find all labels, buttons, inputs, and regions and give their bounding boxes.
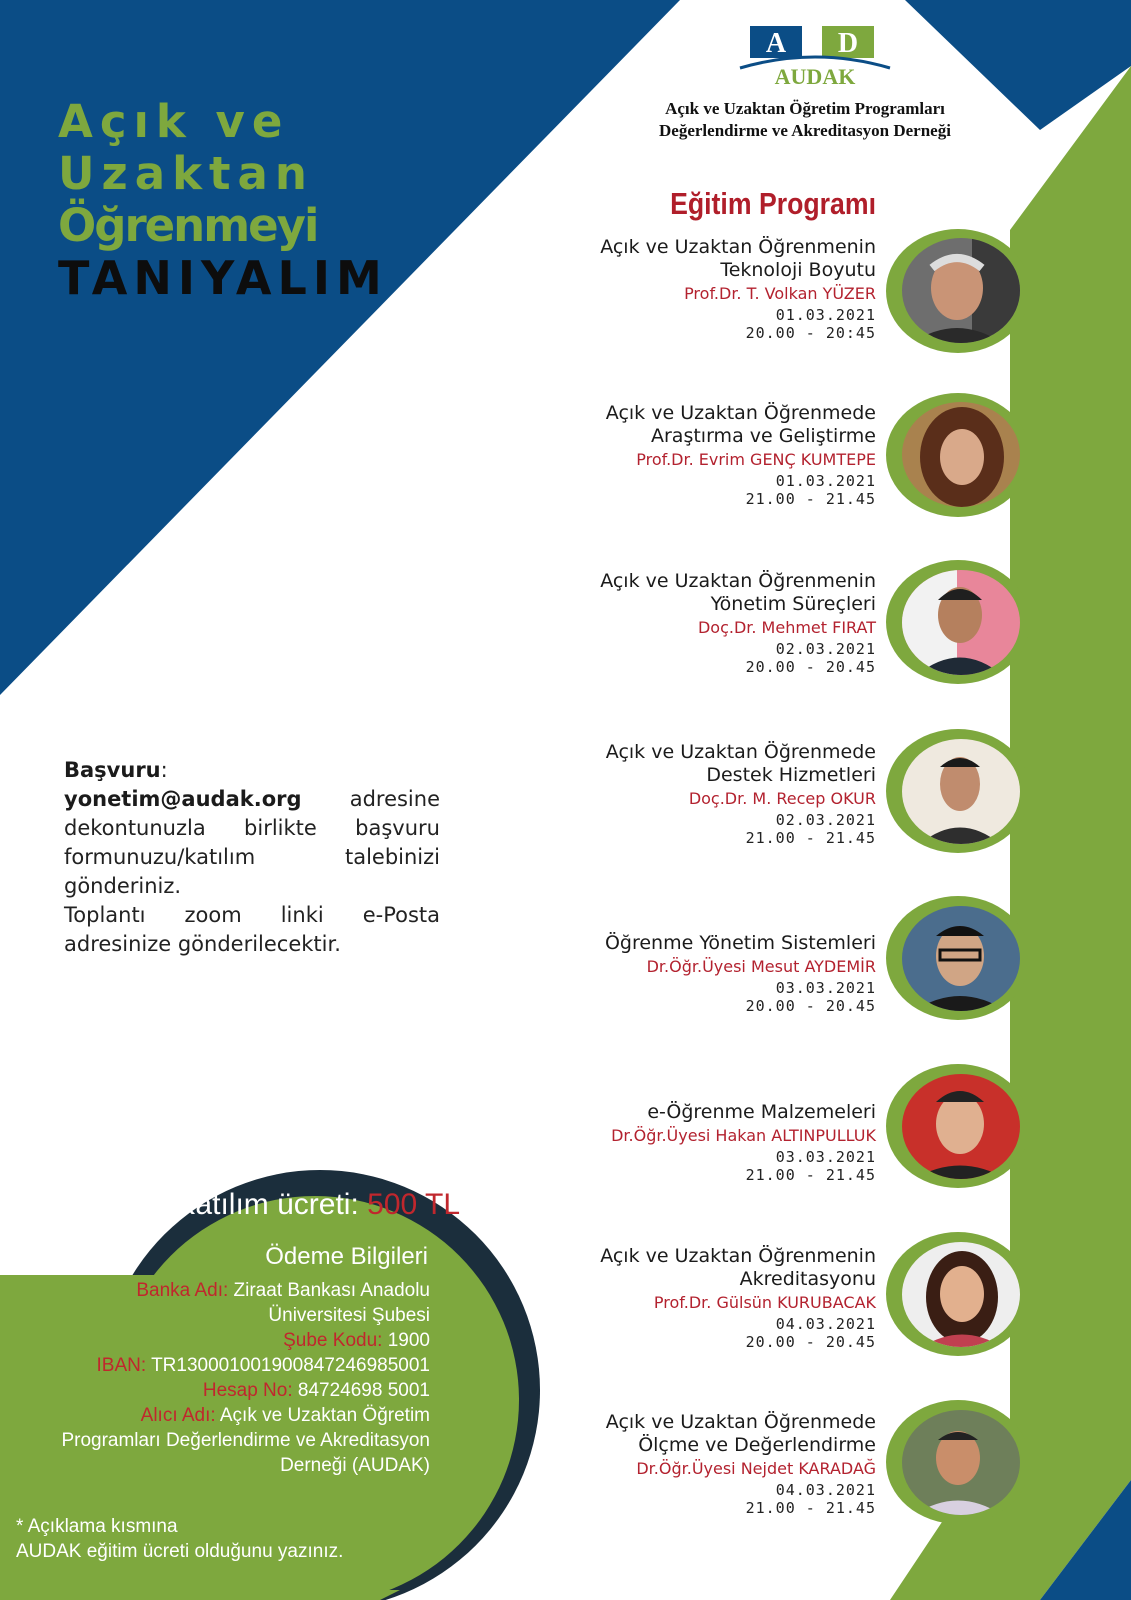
session-title-2: Ölçme ve Değerlendirme — [638, 1434, 876, 1456]
session-time: 20.00 - 20:45 — [745, 324, 876, 342]
receiver-value: Açık ve Uzaktan Öğretim Programları Değerlendirme ve Akreditasyon Derneği (AUDAK) — [61, 1405, 430, 1476]
hero-title — [58, 95, 388, 305]
session-2 — [500, 402, 876, 508]
session-time: 20.00 - 20.45 — [745, 658, 876, 676]
logo-name: AUDAK — [774, 64, 856, 89]
apply-label: Başvuru — [64, 758, 161, 782]
hero-line-4: TANIYALIM — [58, 251, 388, 305]
session-5 — [500, 932, 876, 1015]
program-title: Eğitim Programı — [670, 186, 876, 221]
session-date: 02.03.2021 — [775, 640, 876, 658]
session-title-2: Yönetim Süreçleri — [710, 593, 876, 615]
session-title-1: Açık ve Uzaktan Öğrenmenin — [600, 1245, 876, 1267]
session-6 — [500, 1101, 876, 1184]
bank-value: Ziraat Bankası Anadolu Üniversitesi Şubesi — [233, 1280, 430, 1326]
session-time: 20.00 - 20.45 — [745, 1333, 876, 1351]
session-4 — [500, 741, 876, 847]
session-speaker: Prof.Dr. Evrim GENÇ KUMTEPE — [636, 450, 876, 469]
note-line-1: * Açıklama kısmına — [16, 1516, 178, 1537]
session-time: 21.00 - 21.45 — [745, 490, 876, 508]
iban-value: TR130001001900847246985001 — [151, 1355, 430, 1376]
session-date: 04.03.2021 — [775, 1481, 876, 1499]
session-title-1: Öğrenme Yönetim Sistemleri — [604, 932, 876, 954]
logo-letter-d: D — [837, 28, 859, 59]
apply-text-1: adresine dekontunuzla birlikte başvuru formunuzu/katılım talebinizi gönderiniz. — [64, 787, 440, 898]
session-speaker: Doç.Dr. Mehmet FIRAT — [697, 618, 876, 637]
branch-key: Şube Kodu: — [283, 1330, 388, 1351]
speaker-photo — [902, 739, 1020, 844]
logo-letter-a: A — [765, 28, 787, 59]
session-time: 21.00 - 21.45 — [745, 829, 876, 847]
speaker-photo — [902, 906, 1020, 1011]
payment-note — [16, 1514, 396, 1564]
fee-amount: 500 TL — [367, 1188, 460, 1221]
session-speaker: Dr.Öğr.Üyesi Hakan ALTINPULLUK — [611, 1126, 876, 1145]
session-title-1: Açık ve Uzaktan Öğrenmede — [605, 741, 876, 763]
hero-line-3: Öğrenmeyi — [58, 199, 318, 252]
apply-colon: : — [160, 758, 168, 782]
session-title-2: Akreditasyonu — [739, 1268, 876, 1290]
session-1 — [500, 236, 876, 342]
session-date: 01.03.2021 — [775, 306, 876, 324]
session-speaker: Prof.Dr. Gülsün KURUBACAK — [653, 1293, 876, 1312]
speaker-photo — [902, 238, 1020, 343]
org-line-1: Açık ve Uzaktan Öğretim Programları — [665, 99, 945, 118]
session-3 — [500, 570, 876, 676]
speaker-photo — [902, 1242, 1020, 1347]
session-title-1: Açık ve Uzaktan Öğrenmenin — [600, 570, 876, 592]
hero-line-1: Açık ve — [58, 95, 290, 148]
session-title-1: Açık ve Uzaktan Öğrenmede — [605, 1411, 876, 1433]
speaker-photo — [902, 570, 1020, 675]
session-title-2: Destek Hizmetleri — [706, 764, 876, 786]
participation-fee — [160, 1188, 460, 1222]
account-key: Hesap No: — [202, 1380, 298, 1401]
branch-value: 1900 — [387, 1330, 430, 1351]
session-time: 21.00 - 21.45 — [745, 1166, 876, 1184]
session-title-2: Araştırma ve Geliştirme — [651, 425, 876, 447]
payment-title: Ödeme Bilgileri — [265, 1243, 428, 1270]
note-line-2: AUDAK eğitim ücreti olduğunu yazınız. — [16, 1541, 344, 1562]
org-line-2: Değerlendirme ve Akreditasyon Derneği — [659, 121, 951, 140]
speaker-photo — [902, 402, 1020, 507]
receiver-key: Alıcı Adı: — [140, 1405, 220, 1426]
apply-email[interactable]: yonetim@audak.org — [64, 787, 302, 811]
application-info — [64, 756, 440, 959]
account-value: 84724698 5001 — [297, 1380, 430, 1401]
session-speaker: Doç.Dr. M. Recep OKUR — [688, 789, 876, 808]
audak-logo — [730, 22, 900, 92]
session-time: 20.00 - 20.45 — [745, 997, 876, 1015]
session-date: 01.03.2021 — [775, 472, 876, 490]
bank-key: Banka Adı: — [136, 1280, 234, 1301]
session-date: 04.03.2021 — [775, 1315, 876, 1333]
payment-info — [40, 1278, 430, 1478]
session-title-1: Açık ve Uzaktan Öğrenmede — [605, 402, 876, 424]
iban-key: IBAN: — [96, 1355, 152, 1376]
session-date: 03.03.2021 — [775, 979, 876, 997]
session-speaker: Dr.Öğr.Üyesi Mesut AYDEMİR — [646, 957, 876, 976]
session-title-2: Teknoloji Boyutu — [720, 259, 876, 281]
hero-line-2: Uzaktan — [58, 147, 314, 200]
session-7 — [500, 1245, 876, 1351]
session-speaker: Prof.Dr. T. Volkan YÜZER — [684, 284, 876, 303]
session-date: 02.03.2021 — [775, 811, 876, 829]
session-time: 21.00 - 21.45 — [745, 1499, 876, 1517]
session-speaker: Dr.Öğr.Üyesi Nejdet KARADAĞ — [636, 1459, 876, 1478]
session-title-1: Açık ve Uzaktan Öğrenmenin — [600, 236, 876, 258]
apply-text-2: Toplantı zoom linki e-Posta adresinize gönderilecektir. — [64, 903, 440, 956]
session-8 — [500, 1411, 876, 1517]
speaker-photo — [902, 1410, 1020, 1515]
session-date: 03.03.2021 — [775, 1148, 876, 1166]
speaker-photo — [902, 1074, 1020, 1179]
fee-label: Katılım ücreti: — [175, 1188, 368, 1221]
session-title-1: e-Öğrenme Malzemeleri — [647, 1101, 876, 1123]
organization-name — [600, 98, 1010, 142]
